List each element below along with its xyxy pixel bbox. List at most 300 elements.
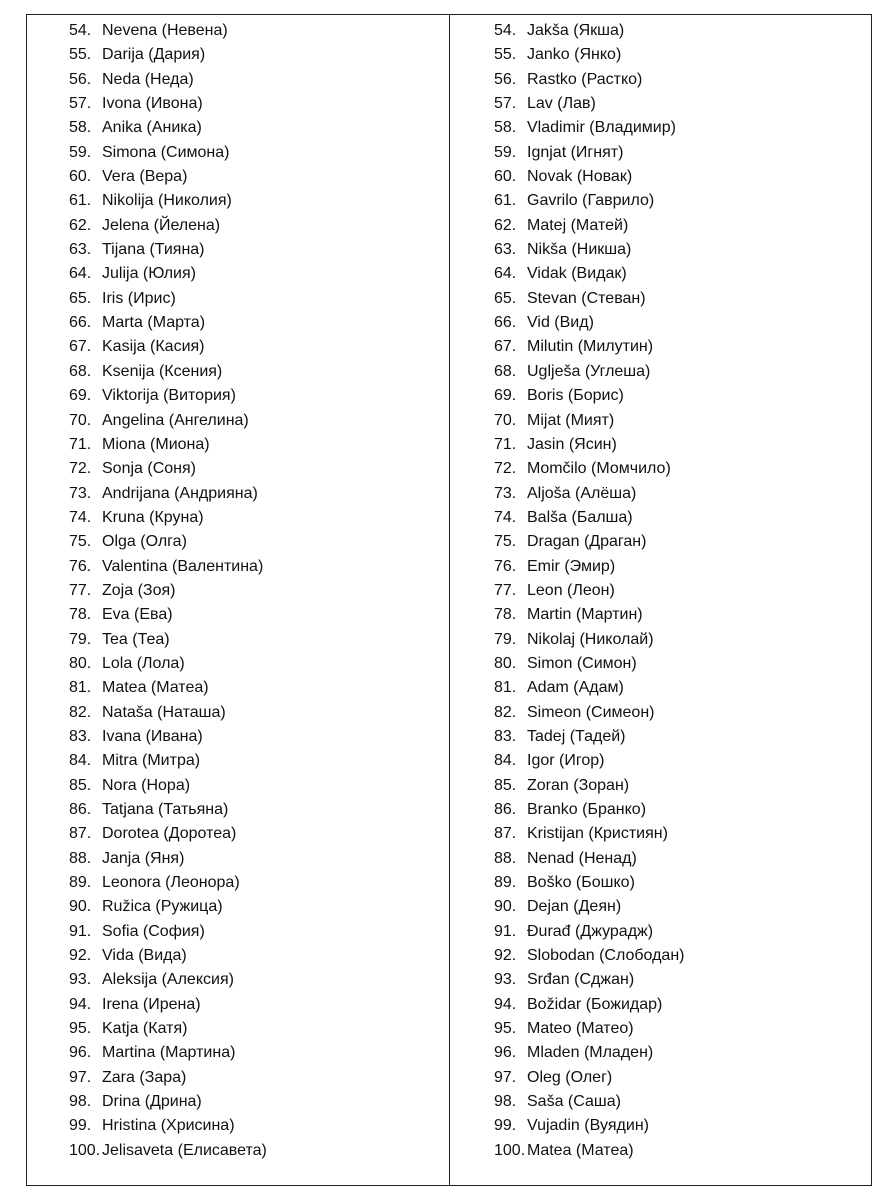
latin-name: Darija — [102, 46, 144, 64]
latin-name: Sofia — [102, 922, 139, 940]
latin-name: Boško — [527, 874, 572, 892]
cyrillic-name: (Вид) — [554, 314, 594, 332]
cyrillic-name: (Стеван) — [581, 289, 646, 307]
cyrillic-name: (Касия) — [150, 338, 205, 356]
row-number: 71. — [494, 435, 517, 453]
latin-name: Lola — [102, 654, 133, 672]
cyrillic-name: (Хрисина) — [160, 1117, 235, 1135]
row-number: 70. — [494, 411, 517, 429]
latin-name: Kristijan — [527, 825, 584, 843]
row-number: 74. — [494, 508, 517, 526]
latin-name: Rastko — [527, 70, 577, 88]
name-row — [69, 1090, 449, 1114]
name-row — [494, 676, 871, 700]
name-row — [494, 1017, 871, 1041]
cyrillic-name: (Неда) — [144, 70, 194, 88]
name-row — [69, 116, 449, 140]
cyrillic-name: (Ксения) — [158, 362, 223, 380]
latin-name: Jakša — [527, 22, 569, 39]
name-row — [69, 628, 449, 652]
latin-name: Simona — [102, 143, 157, 161]
name-row — [69, 68, 449, 92]
row-number: 56. — [494, 70, 517, 88]
latin-name: Jelisaveta — [102, 1141, 174, 1159]
name-row — [494, 482, 871, 506]
name-row — [69, 409, 449, 433]
name-row — [494, 968, 871, 992]
latin-name: Julija — [102, 265, 139, 283]
row-number: 95. — [494, 1020, 517, 1038]
latin-name: Jelena — [102, 216, 150, 234]
name-row — [494, 141, 871, 165]
name-row — [494, 1066, 871, 1090]
name-row — [69, 214, 449, 238]
row-number: 99. — [494, 1117, 517, 1135]
name-row — [494, 43, 871, 67]
latin-name: Martina — [102, 1044, 156, 1062]
latin-name: Igor — [527, 752, 555, 770]
name-row — [494, 628, 871, 652]
cyrillic-name: (Олег) — [565, 1068, 613, 1086]
cyrillic-name: (Симон) — [576, 654, 637, 672]
latin-name: Dorotea — [102, 825, 159, 843]
cyrillic-name: (Драган) — [583, 533, 647, 551]
cyrillic-name: (Наташа) — [157, 703, 226, 721]
latin-name: Dragan — [527, 533, 580, 551]
latin-name: Momčilo — [527, 460, 587, 478]
cyrillic-name: (Марта) — [147, 314, 206, 332]
latin-name: Aleksija — [102, 971, 158, 989]
cyrillic-name: (Катя) — [142, 1020, 188, 1038]
row-number: 64. — [69, 265, 92, 283]
latin-name: Adam — [527, 679, 569, 697]
cyrillic-name: (Ненад) — [578, 849, 637, 867]
latin-name: Leon — [527, 581, 563, 599]
cyrillic-name: (Миона) — [150, 435, 210, 453]
cyrillic-name: (Зара) — [139, 1068, 187, 1086]
row-number: 60. — [69, 168, 92, 186]
cyrillic-name: (Олга) — [140, 533, 187, 551]
row-number: 63. — [494, 241, 517, 259]
row-number: 88. — [494, 849, 517, 867]
cyrillic-name: (Лав) — [557, 95, 596, 113]
name-row — [494, 214, 871, 238]
row-number: 61. — [494, 192, 517, 210]
row-number: 94. — [69, 995, 92, 1013]
name-row — [494, 871, 871, 895]
latin-name: Irena — [102, 995, 139, 1013]
row-number: 82. — [494, 703, 517, 721]
row-number: 93. — [494, 971, 517, 989]
latin-name: Tadej — [527, 727, 566, 745]
cyrillic-name: (Ирис) — [127, 289, 176, 307]
cyrillic-name: (Матеа) — [150, 679, 209, 697]
latin-name: Katja — [102, 1020, 139, 1038]
name-row — [69, 360, 449, 384]
latin-name: Matej — [527, 216, 567, 234]
name-row — [494, 238, 871, 262]
name-row — [494, 335, 871, 359]
name-row — [69, 1139, 449, 1163]
row-number: 72. — [69, 460, 92, 478]
latin-name: Hristina — [102, 1117, 157, 1135]
cyrillic-name: (Дария) — [148, 46, 206, 64]
name-row — [69, 871, 449, 895]
row-number: 73. — [494, 484, 517, 502]
latin-name: Mladen — [527, 1044, 580, 1062]
row-number: 94. — [494, 995, 517, 1013]
row-number: 87. — [69, 825, 92, 843]
cyrillic-name: (Кристиян) — [588, 825, 668, 843]
latin-name: Mijat — [527, 411, 561, 429]
latin-name: Marta — [102, 314, 143, 332]
row-number: 85. — [494, 776, 517, 794]
cyrillic-name: (Зоя) — [137, 581, 176, 599]
latin-name: Leonora — [102, 874, 161, 892]
name-row — [494, 652, 871, 676]
cyrillic-name: (Матеа) — [575, 1141, 634, 1159]
row-number: 59. — [69, 143, 92, 161]
row-number: 71. — [69, 435, 92, 453]
latin-name: Mitra — [102, 752, 138, 770]
name-row — [494, 1114, 871, 1138]
row-number: 80. — [494, 654, 517, 672]
latin-name: Jasin — [527, 435, 565, 453]
row-number: 75. — [69, 533, 92, 551]
row-number: 73. — [69, 484, 92, 502]
cyrillic-name: (Мартина) — [159, 1044, 236, 1062]
name-row — [494, 1041, 871, 1065]
cyrillic-name: (Симеон) — [585, 703, 655, 721]
latin-name: Matea — [102, 679, 147, 697]
name-row — [494, 506, 871, 530]
cyrillic-name: (Растко) — [581, 70, 643, 88]
row-number: 97. — [494, 1068, 517, 1086]
row-number: 65. — [494, 289, 517, 307]
cyrillic-name: (Ясин) — [568, 435, 617, 453]
latin-name: Nikolija — [102, 192, 154, 210]
latin-name: Nikša — [527, 241, 568, 259]
latin-name: Drina — [102, 1093, 141, 1111]
cyrillic-name: (Дрина) — [144, 1093, 202, 1111]
cyrillic-name: (Балша) — [571, 508, 633, 526]
latin-name: Balša — [527, 508, 568, 526]
row-number: 89. — [494, 874, 517, 892]
latin-name: Gavrilo — [527, 192, 578, 210]
row-number: 84. — [69, 752, 92, 770]
latin-name: Slobodan — [527, 947, 595, 965]
name-row — [69, 384, 449, 408]
name-row — [69, 311, 449, 335]
name-row — [69, 555, 449, 579]
name-row — [69, 1041, 449, 1065]
cyrillic-name: (Теа) — [132, 630, 170, 648]
latin-name: Đurađ — [527, 922, 571, 940]
row-number: 80. — [69, 654, 92, 672]
cyrillic-name: (Сджан) — [574, 971, 635, 989]
name-row — [494, 68, 871, 92]
cyrillic-name: (Гаврило) — [582, 192, 655, 210]
latin-name: Branko — [527, 801, 578, 818]
cyrillic-name: (Ивона) — [145, 95, 203, 113]
row-number: 78. — [494, 606, 517, 624]
cyrillic-name: (Митра) — [142, 752, 201, 770]
name-row — [69, 238, 449, 262]
row-number: 83. — [494, 727, 517, 745]
latin-name: Ružica — [102, 898, 151, 916]
latin-name: Janja — [102, 849, 141, 867]
name-row — [69, 1066, 449, 1090]
male-names-list — [494, 19, 871, 1163]
name-row — [494, 360, 871, 384]
name-row — [69, 774, 449, 798]
row-number: 78. — [69, 606, 92, 624]
row-number: 54. — [69, 22, 92, 39]
latin-name: Tijana — [102, 241, 145, 259]
name-row — [494, 409, 871, 433]
row-number: 98. — [69, 1093, 92, 1111]
cyrillic-name: (Бранко) — [582, 801, 647, 818]
name-row — [494, 1139, 871, 1163]
name-row — [494, 92, 871, 116]
cyrillic-name: (Ирена) — [142, 995, 201, 1013]
latin-name: Zoja — [102, 581, 134, 599]
name-row — [69, 603, 449, 627]
latin-name: Emir — [527, 557, 560, 575]
cyrillic-name: (Борис) — [567, 387, 624, 405]
row-number: 95. — [69, 1020, 92, 1038]
latin-name: Sonja — [102, 460, 143, 478]
name-row — [494, 725, 871, 749]
latin-name: Boris — [527, 387, 564, 405]
cyrillic-name: (Милутин) — [577, 338, 654, 356]
name-row — [69, 1017, 449, 1041]
name-row — [494, 749, 871, 773]
name-row — [69, 530, 449, 554]
row-number: 70. — [69, 411, 92, 429]
cyrillic-name: (Зоран) — [573, 776, 630, 794]
cyrillic-name: (Леонора) — [165, 874, 240, 892]
cyrillic-name: (Аника) — [146, 119, 202, 137]
row-number: 76. — [494, 557, 517, 575]
name-row — [494, 311, 871, 335]
female-names-list — [69, 19, 449, 1163]
cyrillic-name: (Вида) — [138, 947, 187, 965]
row-number: 61. — [69, 192, 92, 210]
latin-name: Lav — [527, 95, 553, 113]
male-names-column — [450, 15, 871, 1185]
row-number: 77. — [494, 581, 517, 599]
latin-name: Ksenija — [102, 362, 155, 380]
latin-name: Uglješa — [527, 362, 581, 380]
latin-name: Olga — [102, 533, 136, 551]
row-number: 76. — [69, 557, 92, 575]
latin-name: Angelina — [102, 411, 165, 429]
name-row — [69, 287, 449, 311]
cyrillic-name: (Николия) — [158, 192, 232, 210]
row-number: 79. — [494, 630, 517, 648]
row-number: 82. — [69, 703, 92, 721]
latin-name: Simeon — [527, 703, 582, 721]
latin-name: Oleg — [527, 1068, 561, 1086]
row-number: 85. — [69, 776, 92, 794]
name-row — [494, 993, 871, 1017]
latin-name: Nevena — [102, 22, 158, 39]
latin-name: Eva — [102, 606, 130, 624]
cyrillic-name: (Никша) — [571, 241, 632, 259]
latin-name: Saša — [527, 1093, 564, 1111]
row-number: 55. — [494, 46, 517, 64]
latin-name: Dejan — [527, 898, 569, 916]
cyrillic-name: (Янко) — [574, 46, 622, 64]
name-row — [69, 19, 449, 43]
cyrillic-name: (София) — [142, 922, 205, 940]
row-number: 79. — [69, 630, 92, 648]
cyrillic-name: (Новак) — [576, 168, 633, 186]
cyrillic-name: (Круна) — [149, 508, 204, 526]
cyrillic-name: (Тияна) — [149, 241, 205, 259]
name-row — [69, 189, 449, 213]
name-row — [494, 116, 871, 140]
name-row — [69, 701, 449, 725]
latin-name: Ignjat — [527, 143, 567, 161]
row-number: 55. — [69, 46, 92, 64]
cyrillic-name: (Эмир) — [564, 557, 616, 575]
latin-name: Nenad — [527, 849, 575, 867]
cyrillic-name: (Джурадж) — [575, 922, 654, 940]
name-row — [494, 19, 871, 43]
cyrillic-name: (Елисавета) — [177, 1141, 267, 1159]
row-number: 54. — [494, 22, 517, 39]
row-number: 86. — [494, 801, 517, 818]
cyrillic-name: (Йелена) — [153, 216, 221, 234]
row-number: 62. — [494, 216, 517, 234]
name-row — [494, 847, 871, 871]
latin-name: Iris — [102, 289, 124, 307]
row-number: 81. — [69, 679, 92, 697]
cyrillic-name: (Ивана) — [145, 727, 203, 745]
row-number: 68. — [494, 362, 517, 380]
name-row — [494, 433, 871, 457]
cyrillic-name: (Ангелина) — [168, 411, 249, 429]
name-row — [494, 262, 871, 286]
latin-name: Kasija — [102, 338, 146, 356]
latin-name: Kruna — [102, 508, 145, 526]
name-row — [69, 725, 449, 749]
latin-name: Vidak — [527, 265, 567, 283]
cyrillic-name: (Витория) — [163, 387, 236, 405]
latin-name: Neda — [102, 70, 141, 88]
latin-name: Vida — [102, 947, 134, 965]
name-row — [69, 43, 449, 67]
name-row — [69, 652, 449, 676]
cyrillic-name: (Лола) — [136, 654, 185, 672]
latin-name: Matea — [527, 1141, 572, 1159]
name-row — [494, 457, 871, 481]
cyrillic-name: (Мият) — [565, 411, 615, 429]
row-number: 58. — [494, 119, 517, 137]
latin-name: Miona — [102, 435, 146, 453]
row-number: 69. — [69, 387, 92, 405]
latin-name: Martin — [527, 606, 572, 624]
cyrillic-name: (Вуядин) — [584, 1117, 649, 1135]
cyrillic-name: (Николай) — [579, 630, 654, 648]
row-number: 69. — [494, 387, 517, 405]
name-row — [494, 579, 871, 603]
cyrillic-name: (Ева) — [134, 606, 173, 624]
row-number: 88. — [69, 849, 92, 867]
cyrillic-name: (Слободан) — [599, 947, 685, 965]
cyrillic-name: (Якша) — [573, 22, 625, 39]
row-number: 99. — [69, 1117, 92, 1135]
name-row — [494, 530, 871, 554]
latin-name: Tatjana — [102, 801, 154, 818]
name-row — [69, 433, 449, 457]
cyrillic-name: (Владимир) — [589, 119, 676, 137]
cyrillic-name: (Тадей) — [569, 727, 626, 745]
row-number: 84. — [494, 752, 517, 770]
cyrillic-name: (Углеша) — [584, 362, 651, 380]
cyrillic-name: (Андрияна) — [174, 484, 258, 502]
cyrillic-name: (Алёша) — [575, 484, 637, 502]
name-row — [494, 774, 871, 798]
cyrillic-name: (Симона) — [160, 143, 230, 161]
cyrillic-name: (Нора) — [141, 776, 191, 794]
row-number: 57. — [494, 95, 517, 113]
name-row — [69, 92, 449, 116]
cyrillic-name: (Матей) — [570, 216, 629, 234]
cyrillic-name: (Юлия) — [142, 265, 196, 283]
name-row — [69, 993, 449, 1017]
latin-name: Vid — [527, 314, 550, 332]
name-row — [494, 822, 871, 846]
female-names-column — [27, 15, 450, 1185]
cyrillic-name: (Невена) — [161, 22, 228, 39]
row-number: 86. — [69, 801, 92, 818]
latin-name: Vujadin — [527, 1117, 580, 1135]
cyrillic-name: (Деян) — [573, 898, 622, 916]
cyrillic-name: (Бошко) — [575, 874, 635, 892]
row-number: 74. — [69, 508, 92, 526]
name-row — [69, 968, 449, 992]
cyrillic-name: (Мартин) — [575, 606, 643, 624]
cyrillic-name: (Доротеа) — [163, 825, 237, 843]
row-number: 62. — [69, 216, 92, 234]
name-row — [69, 262, 449, 286]
latin-name: Simon — [527, 654, 573, 672]
row-number: 66. — [494, 314, 517, 332]
row-number: 72. — [494, 460, 517, 478]
latin-name: Janko — [527, 46, 570, 64]
cyrillic-name: (Татьяна) — [158, 801, 229, 818]
row-number: 81. — [494, 679, 517, 697]
row-number: 96. — [69, 1044, 92, 1062]
latin-name: Nora — [102, 776, 137, 794]
row-number: 98. — [494, 1093, 517, 1111]
cyrillic-name: (Вера) — [139, 168, 188, 186]
cyrillic-name: (Леон) — [567, 581, 615, 599]
latin-name: Srđan — [527, 971, 570, 989]
row-number: 83. — [69, 727, 92, 745]
latin-name: Mateo — [527, 1020, 572, 1038]
name-row — [494, 384, 871, 408]
name-row — [69, 822, 449, 846]
latin-name: Božidar — [527, 995, 582, 1013]
row-number: 87. — [494, 825, 517, 843]
name-row — [494, 798, 871, 822]
row-number: 67. — [494, 338, 517, 356]
name-row — [494, 165, 871, 189]
